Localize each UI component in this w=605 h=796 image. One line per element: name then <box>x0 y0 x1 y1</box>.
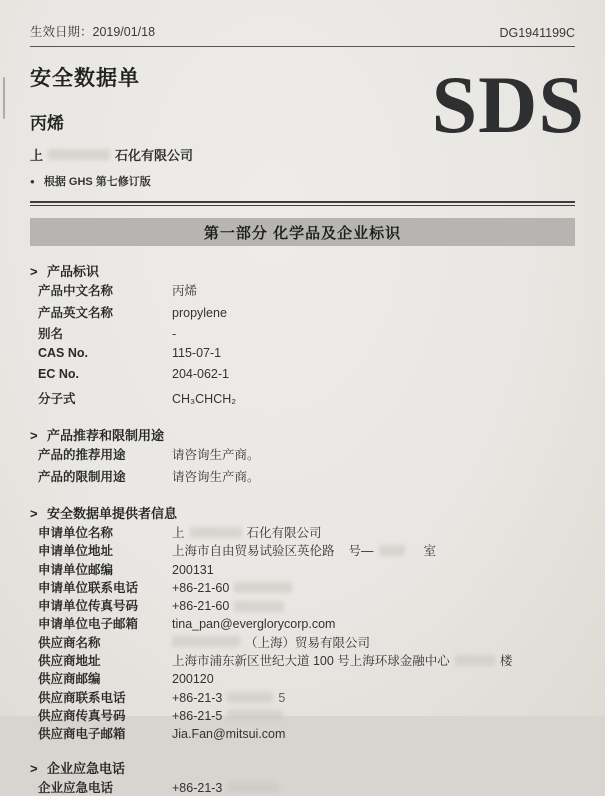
field-value: 请咨询生产商。 <box>172 448 260 462</box>
section1-title-band: 第一部分 化学品及企业标识 <box>30 218 575 246</box>
field-row-supplier-email <box>30 724 575 742</box>
redaction-blur <box>172 636 240 647</box>
field-value: Jia.Fan@mitsui.com <box>172 727 286 742</box>
field-value <box>172 581 297 595</box>
field-row-applicant-fax <box>30 596 575 614</box>
field-row-applicant-name <box>30 523 575 541</box>
value-part: +86-21-3 <box>172 690 223 705</box>
field-label: 供应商名称 <box>38 636 101 651</box>
field-value: 204-062-1 <box>172 367 229 381</box>
field-row-applicant-tel <box>30 578 575 596</box>
value-part: +86-21-60 <box>172 580 230 595</box>
field-row-alias <box>30 324 575 346</box>
document-code: DG1941199C <box>499 26 575 40</box>
redaction-blur <box>455 655 495 666</box>
redaction-blur <box>234 601 284 612</box>
field-label: 企业应急电话 <box>38 780 114 795</box>
redaction-blur <box>48 149 110 160</box>
field-value: tina_pan@everglorycorp.com <box>172 617 336 632</box>
field-label: 分子式 <box>38 391 76 406</box>
value-part: 5 <box>278 690 286 705</box>
field-row-applicant-address <box>30 541 575 559</box>
product-name-heading: 丙烯 <box>30 114 64 133</box>
redaction-blur <box>234 582 292 593</box>
group-header-label: 安全数据单提供者信息 <box>47 506 178 521</box>
field-row-supplier-fax <box>30 706 575 724</box>
field-label: 别名 <box>38 327 64 341</box>
field-value <box>172 633 370 651</box>
field-label: 供应商邮编 <box>38 672 101 687</box>
field-value: 200131 <box>172 562 214 577</box>
value-part: +86-21-5 <box>172 708 223 723</box>
field-label: 申请单位地址 <box>38 544 114 559</box>
ghs-basis-line <box>30 173 575 189</box>
field-value: 请咨询生产商。 <box>172 469 260 484</box>
value-part: 上海市浦东新区世纪大道 100 号上海环球金融中心 <box>172 654 450 669</box>
group-header-label: 产品标识 <box>47 264 100 279</box>
field-label: 产品中文名称 <box>38 284 114 298</box>
field-row-cas <box>30 346 575 368</box>
field-row-ec <box>30 367 575 389</box>
field-row-supplier-name <box>30 633 575 651</box>
field-label: 申请单位名称 <box>38 526 114 540</box>
field-row-cn-name <box>30 281 575 303</box>
field-row-formula <box>30 389 575 411</box>
group-header-usage <box>30 425 575 445</box>
group-header-emergency <box>30 758 575 778</box>
value-part: +86-21-60 <box>172 599 230 614</box>
group-header-label: 企业应急电话 <box>47 760 126 776</box>
field-label: 申请单位邮编 <box>38 562 114 577</box>
group-marker-icon: > <box>30 506 38 521</box>
bullet-icon: ● <box>30 177 35 186</box>
field-value <box>172 651 512 669</box>
field-row-recommended-use <box>30 445 575 467</box>
field-label: 产品英文名称 <box>38 305 114 320</box>
field-label: 申请单位联系电话 <box>38 580 139 595</box>
field-value: - <box>172 327 177 341</box>
redaction-blur <box>227 782 279 793</box>
field-row-supplier-tel <box>30 688 575 706</box>
field-value: 丙烯 <box>172 284 198 298</box>
field-label: 供应商传真号码 <box>38 708 126 723</box>
field-label: 供应商联系电话 <box>38 690 126 705</box>
field-value <box>172 599 289 613</box>
field-label: 供应商地址 <box>38 654 101 669</box>
sds-logo: SDS <box>431 59 585 150</box>
field-label: 产品的推荐用途 <box>38 448 126 462</box>
field-label: 产品的限制用途 <box>38 469 126 484</box>
field-row-applicant-email <box>30 614 575 632</box>
field-value: CH₃CHCH₂ <box>172 391 237 406</box>
group-marker-icon: > <box>30 428 38 443</box>
redaction-blur <box>227 692 273 703</box>
value-part: 号— <box>348 544 374 559</box>
field-row-applicant-zip <box>30 560 575 578</box>
company-name-suffix: 石化有限公司 <box>115 148 194 163</box>
field-value: 115-07-1 <box>172 345 222 360</box>
field-label: CAS No. <box>38 345 88 360</box>
company-name-prefix: 上 <box>30 148 44 163</box>
field-row-emergency-tel <box>30 778 575 796</box>
field-row-supplier-zip <box>30 669 575 687</box>
field-label: 申请单位电子邮箱 <box>38 617 139 632</box>
field-label: 供应商电子邮箱 <box>38 727 126 742</box>
redaction-blur <box>190 527 242 538</box>
ghs-basis-text: 根据 GHS 第七修订版 <box>43 176 151 188</box>
redaction-blur <box>379 545 405 556</box>
value-part: +86-21-3 <box>172 780 223 795</box>
value-part: 上 <box>172 526 185 540</box>
field-value <box>172 541 436 559</box>
value-part: （上海）贸易有限公司 <box>245 635 371 650</box>
effective-date: 生效日期：2019/01/18 <box>30 25 156 39</box>
field-label: EC No. <box>38 367 79 381</box>
group-header-label: 产品推荐和限制用途 <box>47 428 165 443</box>
field-value <box>172 691 285 705</box>
value-part: 上海市自由贸易试验区英伦路 <box>172 544 335 559</box>
field-row-supplier-address <box>30 651 575 669</box>
field-label: 申请单位传真号码 <box>38 599 139 614</box>
header-divider <box>30 46 575 47</box>
document-meta-row <box>30 0 575 40</box>
field-row-en-name <box>30 303 575 325</box>
field-value: 200120 <box>172 672 214 687</box>
group-marker-icon: > <box>30 760 38 776</box>
field-value <box>172 781 284 795</box>
document-title: 安全数据单 <box>30 67 140 90</box>
value-part: 石化有限公司 <box>246 526 322 540</box>
value-part: 楼 <box>499 654 513 669</box>
section-top-rule <box>30 201 575 206</box>
value-part: 室 <box>423 544 437 559</box>
field-value <box>172 523 322 541</box>
group-header-product-id <box>30 261 575 281</box>
group-marker-icon: > <box>30 264 38 279</box>
field-row-restricted-use <box>30 467 575 489</box>
group-header-provider <box>30 503 575 523</box>
field-value: propylene <box>172 305 227 320</box>
